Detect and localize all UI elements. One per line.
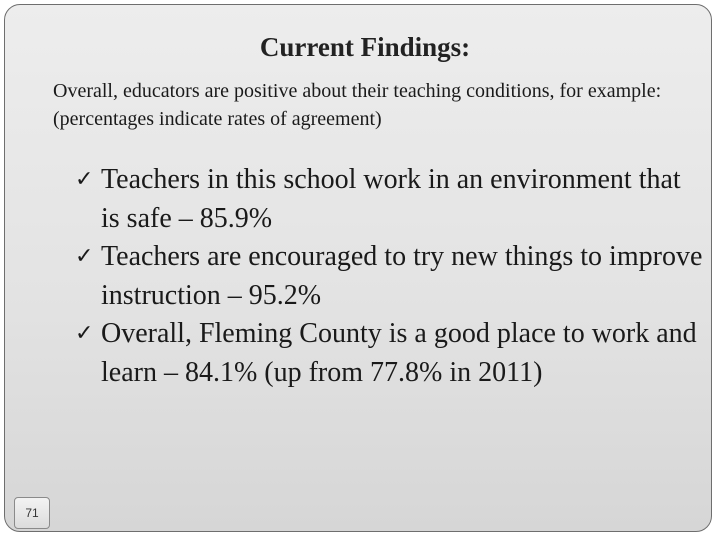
finding-item <box>75 315 705 392</box>
finding-text: Overall, Fleming County is a good place to work and learn – 84.1% (up from 77.8% in 2011) <box>101 318 697 388</box>
finding-item <box>75 161 705 238</box>
finding-text: Teachers in this school work in an environment that is safe – 85.9% <box>101 164 681 234</box>
slide-title: Current Findings: <box>259 32 471 62</box>
intro-text: Overall, educators are positive about their teaching conditions, for example: (percentages indicate rates of agreement) <box>53 80 662 130</box>
checkmark-icon: ✓ <box>75 167 94 192</box>
slide <box>4 4 712 532</box>
checkmark-icon: ✓ <box>75 321 94 346</box>
findings-list <box>75 161 705 392</box>
finding-item <box>75 238 705 315</box>
finding-text: Teachers are encouraged to try new things to improve instruction – 95.2% <box>101 241 703 311</box>
checkmark-icon: ✓ <box>75 244 94 269</box>
page-number: 71 <box>14 497 50 529</box>
